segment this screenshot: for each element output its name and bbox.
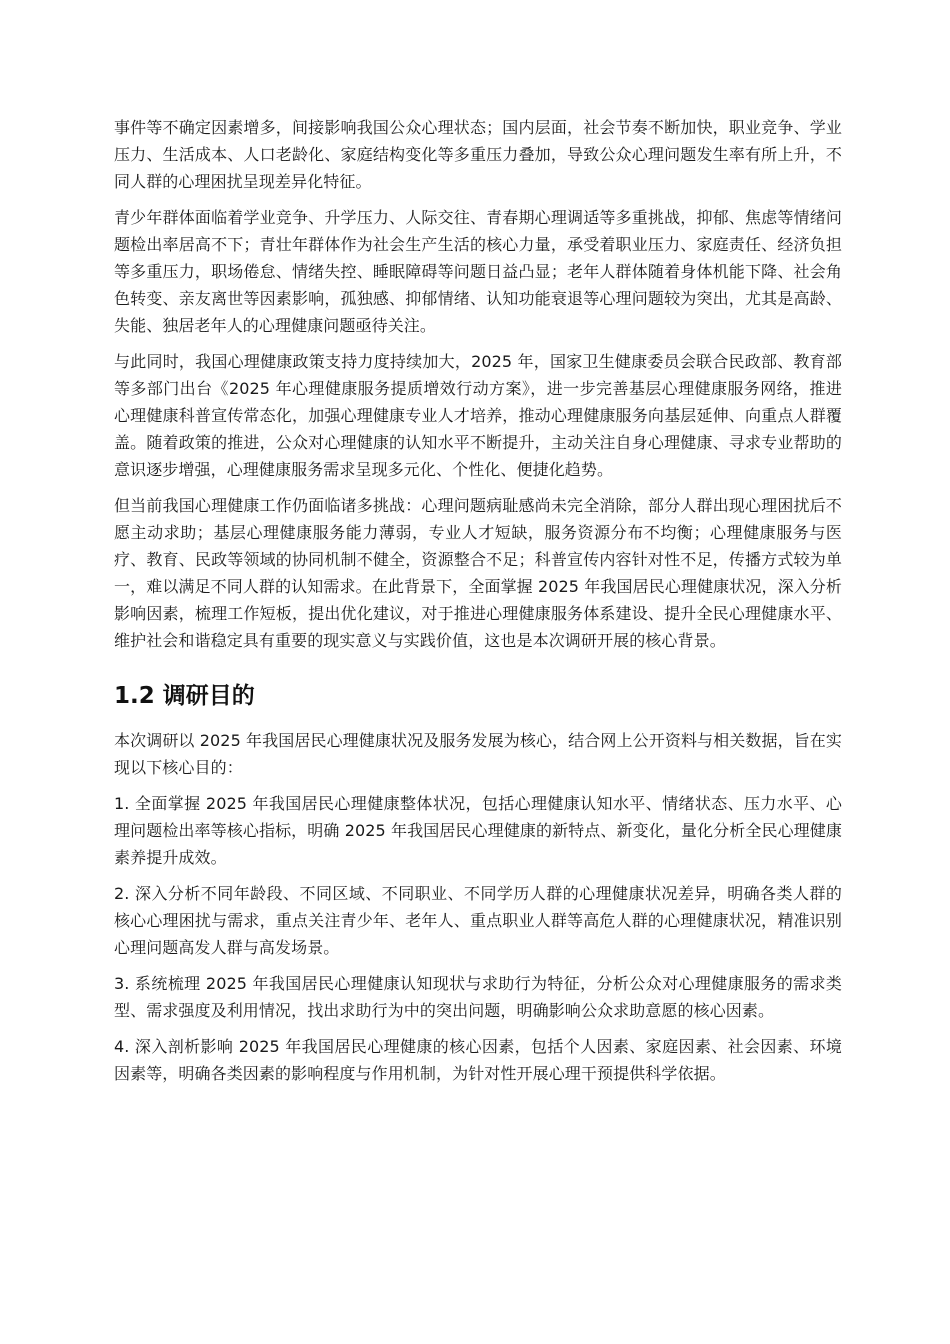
list-item: 2. 深入分析不同年龄段、不同区域、不同职业、不同学历人群的心理健康状况差异，明确各类人群的核心心理困扰与需求，重点关注青少年、老年人、重点职业人群等高危人群的心理健康状况，精准识别心理问题高发人群与高发场景。	[114, 884, 842, 957]
list-item: 4. 深入剖析影响 2025 年我国居民心理健康的核心因素，包括个人因素、家庭因素、社会因素、环境因素等，明确各类因素的影响程度与作用机制，为针对性开展心理干预提供科学依据。	[114, 1037, 842, 1083]
section-lead-paragraph: 本次调研以 2025 年我国居民心理健康状况及服务发展为核心，结合网上公开资料与相关数据，旨在实现以下核心目的：	[114, 731, 842, 777]
body-paragraph: 但当前我国心理健康工作仍面临诸多挑战：心理问题病耻感尚未完全消除，部分人群出现心理困扰后不愿主动求助；基层心理健康服务能力薄弱，专业人才短缺，服务资源分布不均衡；心理健康服务与医疗、教育、民政等领域的协同机制不健全，资源整合不足；科普宣传内容针对性不足，传播方式较为单一，难以满足不同人群的认知需求。在此背景下，全面掌握 2025 年我国居民心理健康状况，深入分析影响因素，梳理工作短板，提出优化建议，对于推进心理健康服务体系建设、提升全民心理健康水平、维护社会和谐稳定具有重要的现实意义与实践价值，这也是本次调研开展的核心背景。	[114, 496, 842, 650]
body-paragraph: 事件等不确定因素增多，间接影响我国公众心理状态；国内层面，社会节奏不断加快，职业竞争、学业压力、生活成本、人口老龄化、家庭结构变化等多重压力叠加，导致公众心理问题发生率有所上升，不同人群的心理困扰呈现差异化特征。	[114, 118, 842, 191]
list-item: 3. 系统梳理 2025 年我国居民心理健康认知现状与求助行为特征，分析公众对心理健康服务的需求类型、需求强度及利用情况，找出求助行为中的突出问题，明确影响公众求助意愿的核心因素。	[114, 974, 842, 1020]
list-item: 1. 全面掌握 2025 年我国居民心理健康整体状况，包括心理健康认知水平、情绪状态、压力水平、心理问题检出率等核心指标，明确 2025 年我国居民心理健康的新特点、新变化，量化分析全民心理健康素养提升成效。	[114, 794, 842, 867]
body-paragraph: 青少年群体面临着学业竞争、升学压力、人际交往、青春期心理调适等多重挑战，抑郁、焦虑等情绪问题检出率居高不下；青壮年群体作为社会生产生活的核心力量，承受着职业压力、家庭责任、经济负担等多重压力，职场倦怠、情绪失控、睡眠障碍等问题日益凸显；老年人群体随着身体机能下降、社会角色转变、亲友离世等因素影响，孤独感、抑郁情绪、认知功能衰退等心理问题较为突出，尤其是高龄、失能、独居老年人的心理健康问题亟待关注。	[114, 208, 842, 335]
section-heading: 1.2 调研目的	[114, 683, 255, 709]
body-paragraph: 与此同时，我国心理健康政策支持力度持续加大，2025 年，国家卫生健康委员会联合民政部、教育部等多部门出台《2025 年心理健康服务提质增效行动方案》，进一步完善基层心理健康服务网络，推进心理健康科普宣传常态化，加强心理健康专业人才培养，推动心理健康服务向基层延伸、向重点人群覆盖。随着政策的推进，公众对心理健康的认知水平不断提升，主动关注自身心理健康、寻求专业帮助的意识逐步增强，心理健康服务需求呈现多元化、个性化、便捷化趋势。	[114, 352, 842, 479]
document-page	[114, 114, 842, 1096]
